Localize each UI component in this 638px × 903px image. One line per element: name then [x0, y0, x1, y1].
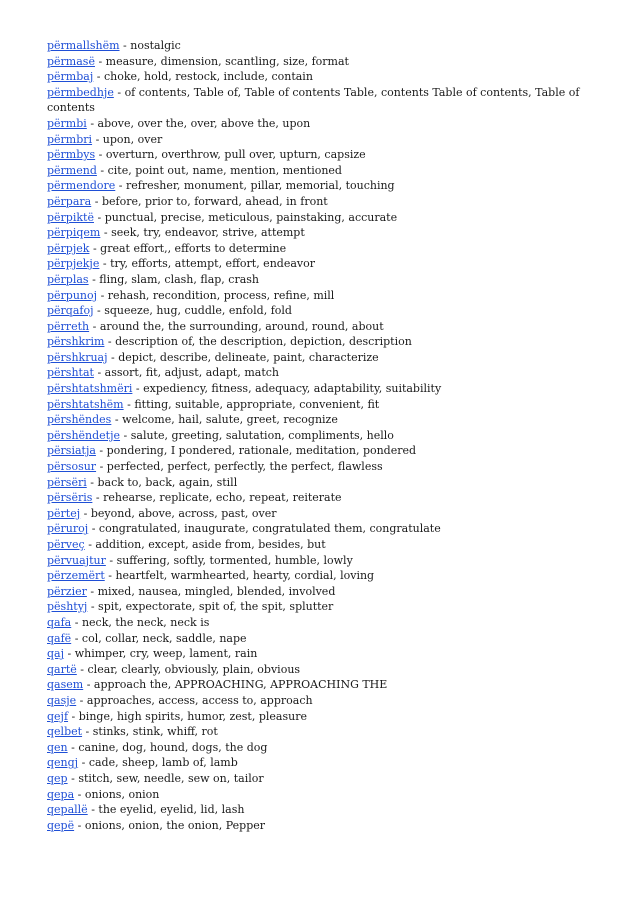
term-link[interactable]: qelbet — [47, 725, 83, 739]
entry-separator: - — [97, 304, 101, 318]
term-definition: fitting, suitable, appropriate, convenient, fit — [134, 397, 380, 411]
entry-separator: - — [98, 148, 103, 162]
term-link[interactable]: përmend — [47, 163, 97, 177]
term-definition: beyond, above, across, past, over — [90, 506, 277, 520]
term-link[interactable]: përshëndes — [47, 413, 112, 427]
term-link[interactable]: pështyj — [47, 600, 88, 614]
entry-separator: - — [103, 226, 108, 240]
term-definition: suffering, softly, tormented, humble, lowly — [116, 553, 353, 567]
term-definition: addition, except, aside from, besides, but — [95, 538, 326, 551]
term-definition: canine, dog, hound, dogs, the dog — [78, 740, 268, 754]
glossary-entry — [47, 38, 587, 54]
entry-separator: - — [74, 615, 79, 629]
term-link[interactable]: përpara — [47, 194, 92, 208]
term-definition: approaches, access, access to, approach — [86, 693, 313, 707]
term-definition: great effort,, efforts to determine — [100, 241, 287, 255]
glossary-entry — [47, 256, 587, 272]
term-link[interactable]: përplas — [47, 272, 89, 286]
term-definition: try, efforts, attempt, effort, endeavor — [110, 257, 315, 271]
term-link[interactable]: përsëri — [47, 475, 87, 489]
glossary-entry — [47, 490, 587, 506]
term-definition: neck, the neck, neck is — [81, 615, 210, 629]
term-definition: refresher, monument, pillar, memorial, touching — [126, 179, 395, 193]
glossary-entry — [47, 69, 587, 85]
entry-separator: - — [96, 70, 101, 84]
glossary-entry — [47, 599, 587, 615]
term-definition: welcome, hail, salute, greet, recognize — [122, 413, 338, 427]
glossary-entry — [47, 428, 587, 444]
glossary-entry — [47, 693, 587, 709]
glossary-entry — [47, 755, 587, 771]
entry-separator: - — [86, 678, 91, 692]
term-definition: assort, fit, adjust, adapt, match — [104, 366, 279, 380]
term-definition: nostalgic — [130, 39, 181, 52]
entry-separator: - — [74, 631, 79, 645]
glossary-entry — [47, 677, 587, 693]
term-link[interactable]: përreth — [47, 319, 90, 333]
entry-separator: - — [67, 647, 72, 661]
term-definition: above, over the, over, above the, upon — [97, 116, 311, 130]
glossary-entry — [47, 568, 587, 584]
entry-separator: - — [88, 538, 92, 551]
term-definition: before, prior to, forward, ahead, in front — [101, 194, 328, 208]
entry-separator: - — [100, 163, 105, 177]
term-link[interactable]: përsiatja — [47, 444, 96, 458]
glossary-entry — [47, 381, 587, 397]
glossary-entry — [47, 288, 587, 304]
glossary-entry — [47, 537, 587, 553]
term-link[interactable]: qepë — [47, 818, 75, 832]
term-link[interactable]: përmallshëm — [47, 39, 120, 52]
term-link[interactable]: përshkruaj — [47, 350, 108, 364]
entry-separator: - — [90, 475, 94, 489]
glossary-entry — [47, 662, 587, 678]
glossary-entry — [47, 615, 587, 631]
term-link[interactable]: përveç — [47, 538, 85, 551]
term-link[interactable]: përshtat — [47, 366, 94, 380]
entry-separator: - — [97, 210, 102, 224]
entry-separator: - — [109, 553, 114, 567]
term-link[interactable]: përuroj — [47, 522, 89, 536]
term-link[interactable]: qasje — [47, 693, 77, 707]
entry-separator: - — [90, 584, 95, 598]
term-definition: col, collar, neck, saddle, nape — [81, 631, 247, 645]
entry-separator: - — [108, 569, 112, 583]
entry-separator: - — [123, 39, 127, 52]
term-link[interactable]: përshtatshmëri — [47, 382, 133, 396]
glossary-entry — [47, 116, 587, 132]
entry-separator: - — [99, 444, 104, 458]
term-link[interactable]: përmbaj — [47, 70, 94, 84]
term-link[interactable]: qafë — [47, 631, 72, 645]
term-link[interactable]: përtej — [47, 506, 81, 520]
entry-separator: - — [111, 350, 115, 364]
glossary-entry — [47, 85, 587, 116]
glossary-entry — [47, 210, 587, 226]
term-definition: measure, dimension, scantling, size, format — [105, 54, 349, 68]
entry-separator: - — [97, 366, 102, 380]
term-link[interactable]: përzemërt — [47, 569, 105, 583]
glossary-entry — [47, 334, 587, 350]
glossary-entry — [47, 194, 587, 210]
glossary-entry — [47, 584, 587, 600]
term-link[interactable]: qen — [47, 740, 68, 754]
term-definition: whimper, cry, weep, lament, rain — [74, 647, 258, 661]
term-definition: back to, back, again, still — [97, 475, 238, 489]
term-link[interactable]: qep — [47, 771, 68, 785]
term-link[interactable]: qasem — [47, 678, 84, 692]
glossary-entry — [47, 272, 587, 288]
entry-separator: - — [80, 662, 85, 676]
entry-separator: - — [71, 709, 76, 723]
term-link[interactable]: qartë — [47, 662, 77, 676]
term-definition: expediency, fitness, adequacy, adaptability, suitability — [143, 382, 442, 396]
entry-separator: - — [77, 787, 82, 801]
term-definition: choke, hold, restock, include, contain — [103, 70, 313, 84]
term-link[interactable]: përmbi — [47, 116, 87, 130]
term-link[interactable]: qejf — [47, 709, 69, 723]
entry-separator: - — [123, 428, 128, 442]
term-definition: cade, sheep, lamb of, lamb — [88, 756, 238, 770]
entry-separator: - — [77, 818, 82, 832]
term-definition: rehearse, replicate, echo, repeat, reiterate — [103, 491, 342, 505]
glossary-entry — [47, 475, 587, 491]
term-link[interactable]: qepa — [47, 787, 75, 801]
entry-separator: - — [92, 241, 97, 255]
term-definition: pondering, I pondered, rationale, meditation, pondered — [106, 444, 417, 458]
glossary-entry — [47, 241, 587, 257]
glossary-entry — [47, 54, 587, 70]
term-link[interactable]: përsosur — [47, 460, 97, 474]
term-link[interactable]: përmasë — [47, 54, 95, 68]
glossary-entry — [47, 303, 587, 319]
glossary-entry — [47, 147, 587, 163]
entry-separator: - — [90, 116, 95, 130]
entry-separator: - — [102, 257, 107, 271]
glossary-entry — [47, 646, 587, 662]
term-definition: upon, over — [102, 132, 163, 146]
term-link[interactable]: përshkrim — [47, 335, 105, 349]
term-link[interactable]: përmendore — [47, 179, 116, 193]
glossary-entry — [47, 459, 587, 475]
term-definition: the eyelid, eyelid, lid, lash — [98, 803, 245, 817]
term-definition: spit, expectorate, spit of, the spit, splutter — [98, 600, 334, 614]
term-link[interactable]: përmbys — [47, 148, 96, 162]
term-definition: description of, the description, depiction, description — [115, 335, 412, 349]
term-definition: clear, clearly, obviously, plain, obvious — [87, 662, 301, 676]
entry-separator: - — [99, 460, 104, 474]
term-link[interactable]: përmbedhje — [47, 85, 114, 99]
glossary-entry — [47, 350, 587, 366]
term-link[interactable]: qengj — [47, 756, 79, 770]
glossary-entry — [47, 178, 587, 194]
term-definition: around the, the surrounding, around, round, about — [99, 319, 384, 333]
term-definition: squeeze, hug, cuddle, enfold, fold — [104, 304, 292, 318]
glossary-entry — [47, 787, 587, 803]
term-definition: overturn, overthrow, pull over, upturn, capsize — [105, 148, 366, 162]
glossary-entry — [47, 771, 587, 787]
glossary-entry — [47, 225, 587, 241]
term-link[interactable]: përpjekje — [47, 257, 100, 271]
term-link[interactable]: qafa — [47, 615, 72, 629]
term-link[interactable]: përqafoj — [47, 304, 94, 318]
glossary-entry — [47, 740, 587, 756]
term-link[interactable]: përmbri — [47, 132, 93, 146]
term-definition: onions, onion — [84, 787, 160, 801]
term-link[interactable]: përvuajtur — [47, 553, 106, 567]
glossary-entry — [47, 319, 587, 335]
entry-separator: - — [114, 413, 119, 427]
entry-separator: - — [100, 288, 105, 302]
entry-separator: - — [79, 693, 84, 707]
entry-separator: - — [94, 194, 99, 208]
term-definition: cite, point out, name, mention, mentioned — [107, 163, 342, 177]
term-link[interactable]: përshtatshëm — [47, 397, 124, 411]
entry-separator: - — [71, 740, 75, 754]
term-definition: depict, describe, delineate, paint, characterize — [118, 350, 379, 364]
glossary-entry — [47, 506, 587, 522]
term-definition: perfected, perfect, perfectly, the perfect, flawless — [106, 460, 383, 474]
glossary-entry — [47, 397, 587, 413]
glossary-entry — [47, 709, 587, 725]
term-definition: stinks, stink, whiff, rot — [92, 725, 218, 739]
term-link[interactable]: përpiktë — [47, 210, 94, 224]
entry-separator: - — [117, 85, 122, 99]
entry-separator: - — [127, 397, 131, 411]
term-definition: approach the, APPROACHING, APPROACHING THE — [93, 678, 388, 692]
term-link[interactable]: përzier — [47, 584, 87, 598]
glossary-entry — [47, 521, 587, 537]
glossary-entry — [47, 631, 587, 647]
entry-separator: - — [91, 803, 95, 817]
glossary-entry — [47, 553, 587, 569]
glossary-entry — [47, 132, 587, 148]
term-link[interactable]: përpjek — [47, 241, 90, 255]
term-link[interactable]: qepallë — [47, 803, 88, 817]
term-definition: binge, high spirits, humor, zest, pleasure — [78, 709, 307, 723]
entry-separator: - — [92, 272, 96, 286]
term-definition: heartfelt, warmhearted, hearty, cordial, loving — [115, 569, 375, 583]
entry-separator: - — [98, 54, 103, 68]
term-definition: rehash, recondition, process, refine, mill — [107, 288, 335, 302]
entry-separator: - — [118, 179, 123, 193]
glossary-entry — [47, 443, 587, 459]
entry-separator: - — [71, 771, 75, 785]
term-link[interactable]: qaj — [47, 647, 65, 661]
entry-separator: - — [81, 756, 86, 770]
term-definition: stitch, sew, needle, sew on, tailor — [78, 771, 264, 785]
glossary-entry — [47, 163, 587, 179]
term-definition: punctual, precise, meticulous, painstaking, accurate — [104, 210, 398, 224]
term-definition: onions, onion, the onion, Pepper — [84, 818, 266, 832]
entry-separator: - — [91, 522, 96, 536]
entry-separator: - — [85, 725, 90, 739]
term-definition: seek, try, endeavor, strive, attempt — [111, 226, 305, 240]
term-definition: of contents, Table of, Table of contents Table, contents Table of contents, Table of contents — [47, 85, 580, 115]
term-definition: mixed, nausea, mingled, blended, involved — [97, 584, 336, 598]
entry-separator: - — [135, 382, 140, 396]
glossary-page — [47, 38, 587, 833]
term-definition: fling, slam, clash, flap, crash — [99, 272, 260, 286]
term-definition: congratulated, inaugurate, congratulated them, congratulate — [98, 522, 441, 536]
term-definition: salute, greeting, salutation, compliments, hello — [130, 428, 394, 442]
term-link[interactable]: përshëndetje — [47, 428, 121, 442]
glossary-entry — [47, 724, 587, 740]
entry-separator: - — [95, 132, 100, 146]
term-link[interactable]: përpunoj — [47, 288, 98, 302]
glossary-entry — [47, 412, 587, 428]
glossary-entry — [47, 802, 587, 818]
entry-separator: - — [95, 491, 100, 505]
glossary-entry — [47, 818, 587, 834]
term-link[interactable]: përsëris — [47, 491, 93, 505]
term-link[interactable]: përpiqem — [47, 226, 101, 240]
entry-separator: - — [83, 506, 88, 520]
entry-separator: - — [92, 319, 97, 333]
entry-separator: - — [90, 600, 95, 614]
glossary-entry — [47, 365, 587, 381]
entry-separator: - — [107, 335, 112, 349]
